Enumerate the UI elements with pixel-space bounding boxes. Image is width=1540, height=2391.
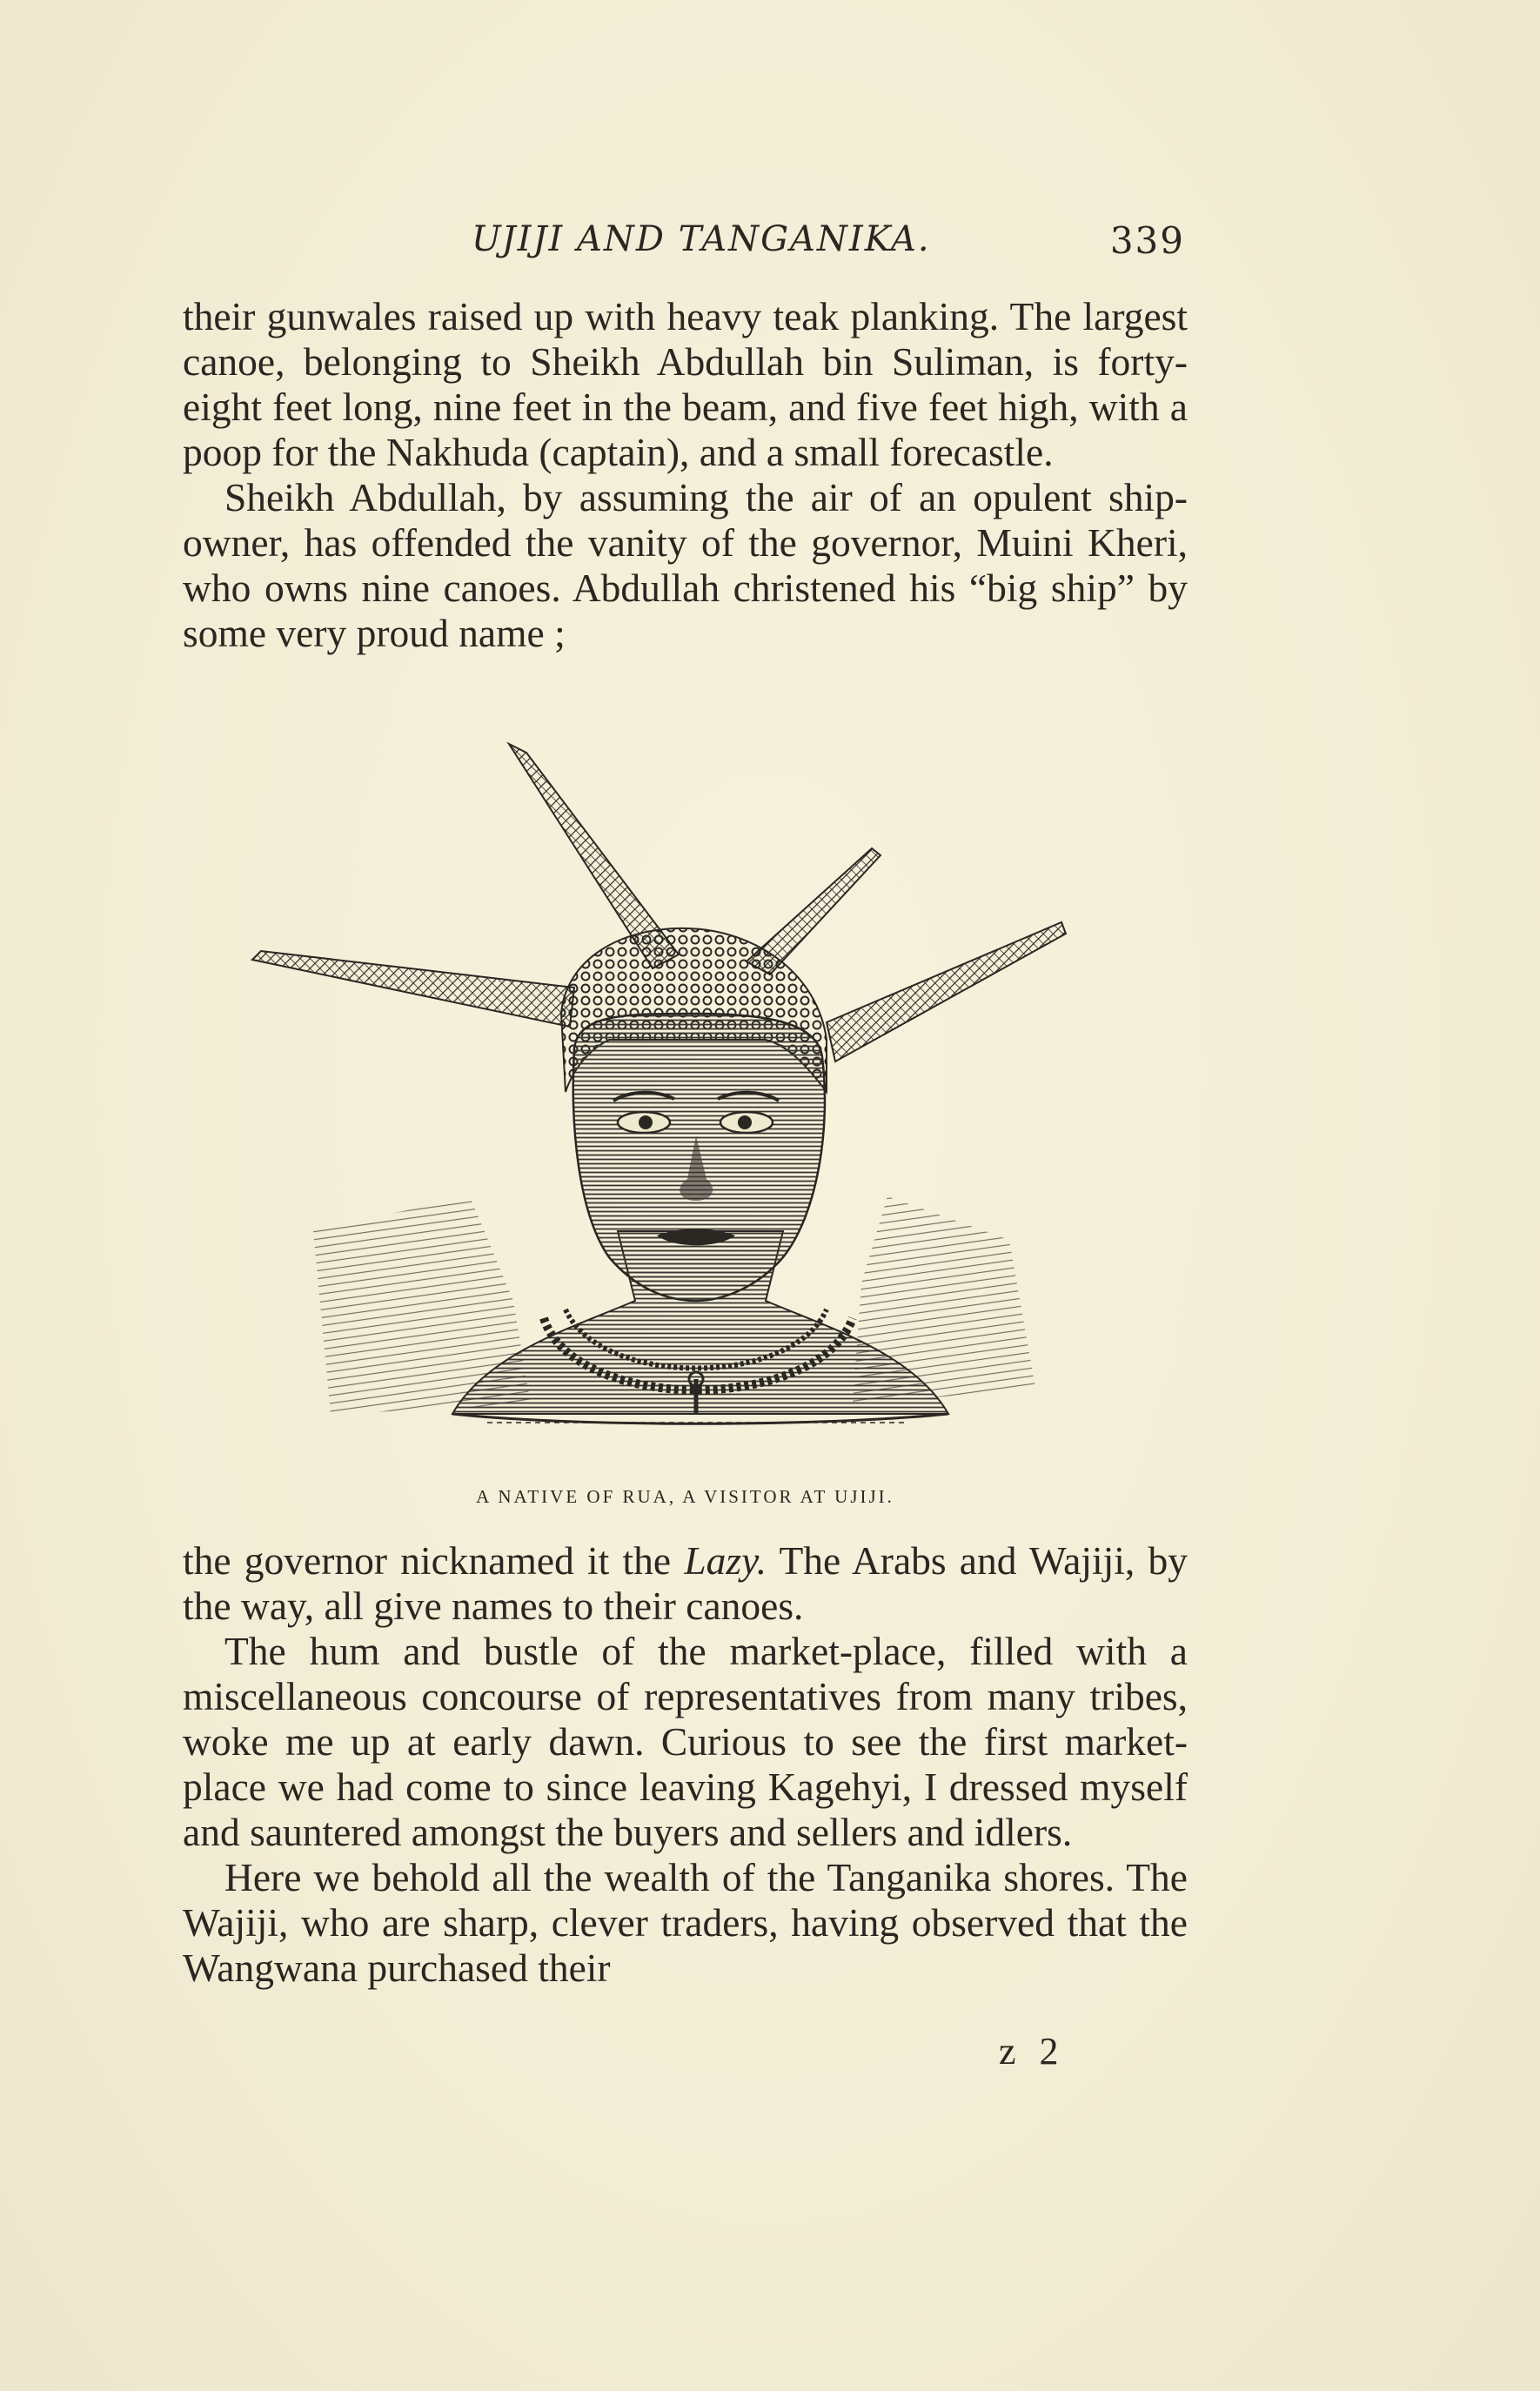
bust-base — [452, 1414, 948, 1423]
canoe-name-italic: Lazy. — [684, 1538, 767, 1583]
text-block-bottom — [183, 1538, 1188, 1991]
paragraph-continued: their gunwales raised up with heavy teak planking. The largest canoe, belonging to Sheikh Abdullah bin Suliman, is forty-eight feet long, nine feet in the beam, and five feet high, with a poop for the Nakhuda (captain), and a small forecastle. — [183, 294, 1188, 474]
text-block-top — [183, 294, 1188, 656]
figure-caption: A NATIVE OF RUA, A VISITOR AT UJIJI. — [476, 1486, 894, 1507]
engraving-illustration — [226, 727, 1140, 1483]
paragraph-continued — [183, 1538, 1188, 1629]
paragraph: Here we behold all the wealth of the Tanganika shores. The Wajiji, who are sharp, clever traders, having observed that the Wangwana purchased their — [183, 1855, 1188, 1990]
running-head — [184, 219, 1185, 271]
face — [573, 1014, 825, 1301]
signature-mark: z 2 — [999, 2030, 1066, 2073]
running-title: UJIJI AND TANGANIKA. — [472, 219, 931, 259]
hair-spike-right — [827, 922, 1066, 1062]
paragraph: Sheikh Abdullah, by assuming the air of an opulent ship-owner, has offended the vanity of the governor, Muini Kheri, who owns nine canoes. Abdullah christened his “big ship” by some very proud name ; — [183, 475, 1188, 655]
paragraph-text-before: the governor nicknamed it the — [183, 1538, 685, 1583]
hair-spike-left — [252, 951, 574, 1027]
page-number: 339 — [1109, 219, 1185, 262]
paragraph-text-after: The Arabs and Wajiji, by the way, all give names to their canoes. — [183, 1538, 1188, 1628]
paragraph: The hum and bustle of the market-place, filled with a miscellaneous concourse of representatives from many tribes, woke me up at early dawn. Curious to see the first market-place we had come to since leaving Kagehyi, I dressed myself and sauntered amongst the buyers and sellers and idlers. — [183, 1629, 1188, 1854]
